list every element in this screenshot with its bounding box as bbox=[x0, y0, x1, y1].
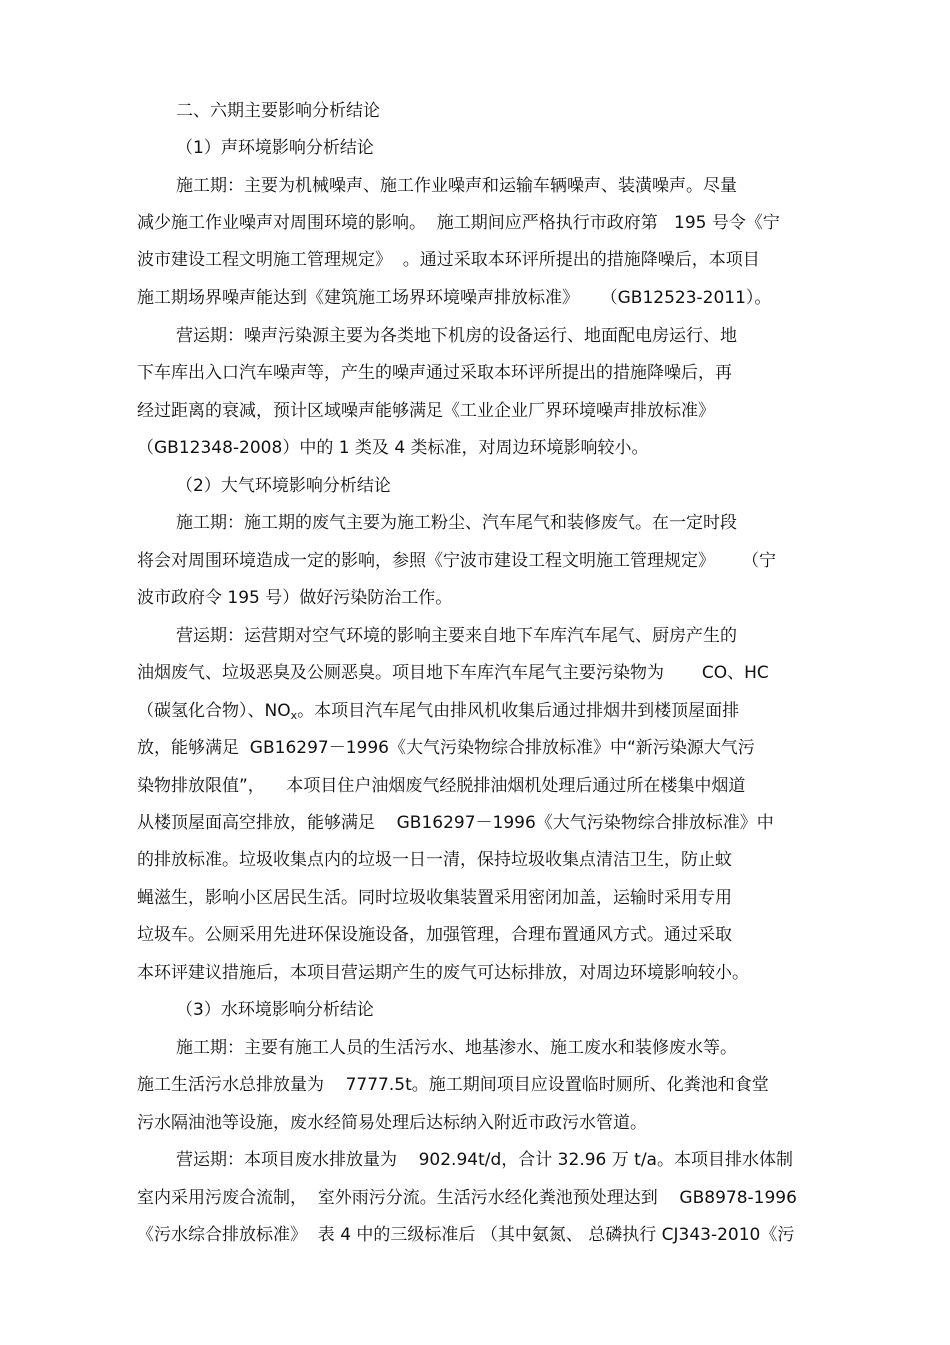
paragraph-line: 室内采用污废合流制， 室外雨污分流。生活污水经化粪池预处理达到 GB8978-1996 bbox=[137, 1188, 797, 1208]
paragraph-line: 营运期：运营期对空气环境的影响主要来自地下车库汽车尾气、厨房产生的 bbox=[176, 626, 737, 646]
paragraph-line: 施工期：施工期的废气主要为施工粉尘、汽车尾气和装修废气。在一定时段 bbox=[176, 513, 737, 533]
paragraph-line: 垃圾车。公厕采用先进环保设施设备，加强管理，合理布置通风方式。通过采取 bbox=[137, 925, 732, 945]
paragraph-line: 波市建设工程文明施工管理规定》 。通过采取本环评所提出的措施降噪后，本项目 bbox=[137, 250, 760, 270]
subsection-heading-noise: （1）声环境影响分析结论 bbox=[176, 138, 374, 158]
paragraph-line: 经过距离的衰减，预计区域噪声能够满足《工业企业厂界环境噪声排放标准》 bbox=[137, 401, 715, 421]
paragraph-line: 污水隔油池等设施，废水经简易处理后达标纳入附近市政污水管道。 bbox=[137, 1113, 647, 1133]
paragraph-line: 《污水综合排放标准》 表 4 中的三级标准后 （其中氨氮、 总磷执行 CJ343-2010《污 bbox=[137, 1225, 795, 1245]
paragraph-line: 从楼顶屋面高空排放，能够满足 GB16297－1996《大气污染物综合排放标准》中 bbox=[137, 813, 774, 833]
paragraph-line: 本环评建议措施后，本项目营运期产生的废气可达标排放，对周边环境影响较小。 bbox=[137, 963, 749, 983]
paragraph-line: 染物排放限值”， 本项目住户油烟废气经脱排油烟机处理后通过所在楼集中烟道 bbox=[137, 776, 746, 796]
paragraph-line: 营运期：本项目废水排放量为 902.94t/d，合计 32.96 万 t/a。本项目排水体制 bbox=[176, 1150, 793, 1170]
paragraph-line: 施工期：主要有施工人员的生活污水、地基渗水、施工废水和装修废水等。 bbox=[176, 1038, 737, 1058]
paragraph-line: 蝇滋生，影响小区居民生活。同时垃圾收集装置采用密闭加盖，运输时采用专用 bbox=[137, 888, 732, 908]
paragraph-line: 将会对周围环境造成一定的影响，参照《宁波市建设工程文明施工管理规定》 （宁 bbox=[137, 551, 777, 571]
paragraph-line: 油烟废气、垃圾恶臭及公厕恶臭。项目地下车库汽车尾气主要污染物为 CO、HC bbox=[137, 663, 769, 683]
paragraph-line-nox bbox=[137, 700, 739, 722]
paragraph-line: 营运期：噪声污染源主要为各类地下机房的设备运行、地面配电房运行、地 bbox=[176, 326, 737, 346]
nox-subscript: x bbox=[290, 709, 298, 722]
subsection-heading-water: （3）水环境影响分析结论 bbox=[176, 1000, 374, 1020]
paragraph-line: 施工生活污水总排放量为 7777.5t。施工期间项目应设置临时厕所、化粪池和食堂 bbox=[137, 1075, 769, 1095]
paragraph-line: 波市政府令 195 号）做好污染防治工作。 bbox=[137, 588, 453, 608]
paragraph-line: 施工期场界噪声能达到《建筑施工场界环境噪声排放标准》 （GB12523-2011）。 bbox=[137, 288, 772, 308]
section-heading: 二、六期主要影响分析结论 bbox=[176, 101, 380, 121]
nox-text: （碳氢化合物）、NO bbox=[137, 701, 291, 721]
paragraph-line: 下车库出入口汽车噪声等，产生的噪声通过采取本环评所提出的措施降噪后，再 bbox=[137, 363, 732, 383]
nox-tail: 。本项目汽车尾气由排风机收集后通过排烟井到楼顶屋面排 bbox=[297, 701, 740, 721]
subsection-heading-air: （2）大气环境影响分析结论 bbox=[176, 476, 391, 496]
paragraph-line: （GB12348-2008）中的 1 类及 4 类标准，对周边环境影响较小。 bbox=[137, 438, 649, 458]
paragraph-line: 施工期：主要为机械噪声、施工作业噪声和运输车辆噪声、装潢噪声。尽量 bbox=[176, 176, 737, 196]
paragraph-line: 的排放标准。垃圾收集点内的垃圾一日一清，保持垃圾收集点清洁卫生，防止蚊 bbox=[137, 850, 732, 870]
paragraph-line: 减少施工作业噪声对周围环境的影响。 施工期间应严格执行市政府第 195 号令《宁 bbox=[137, 213, 780, 233]
paragraph-line: 放，能够满足 GB16297－1996《大气污染物综合排放标准》中“新污染源大气污 bbox=[137, 738, 755, 758]
